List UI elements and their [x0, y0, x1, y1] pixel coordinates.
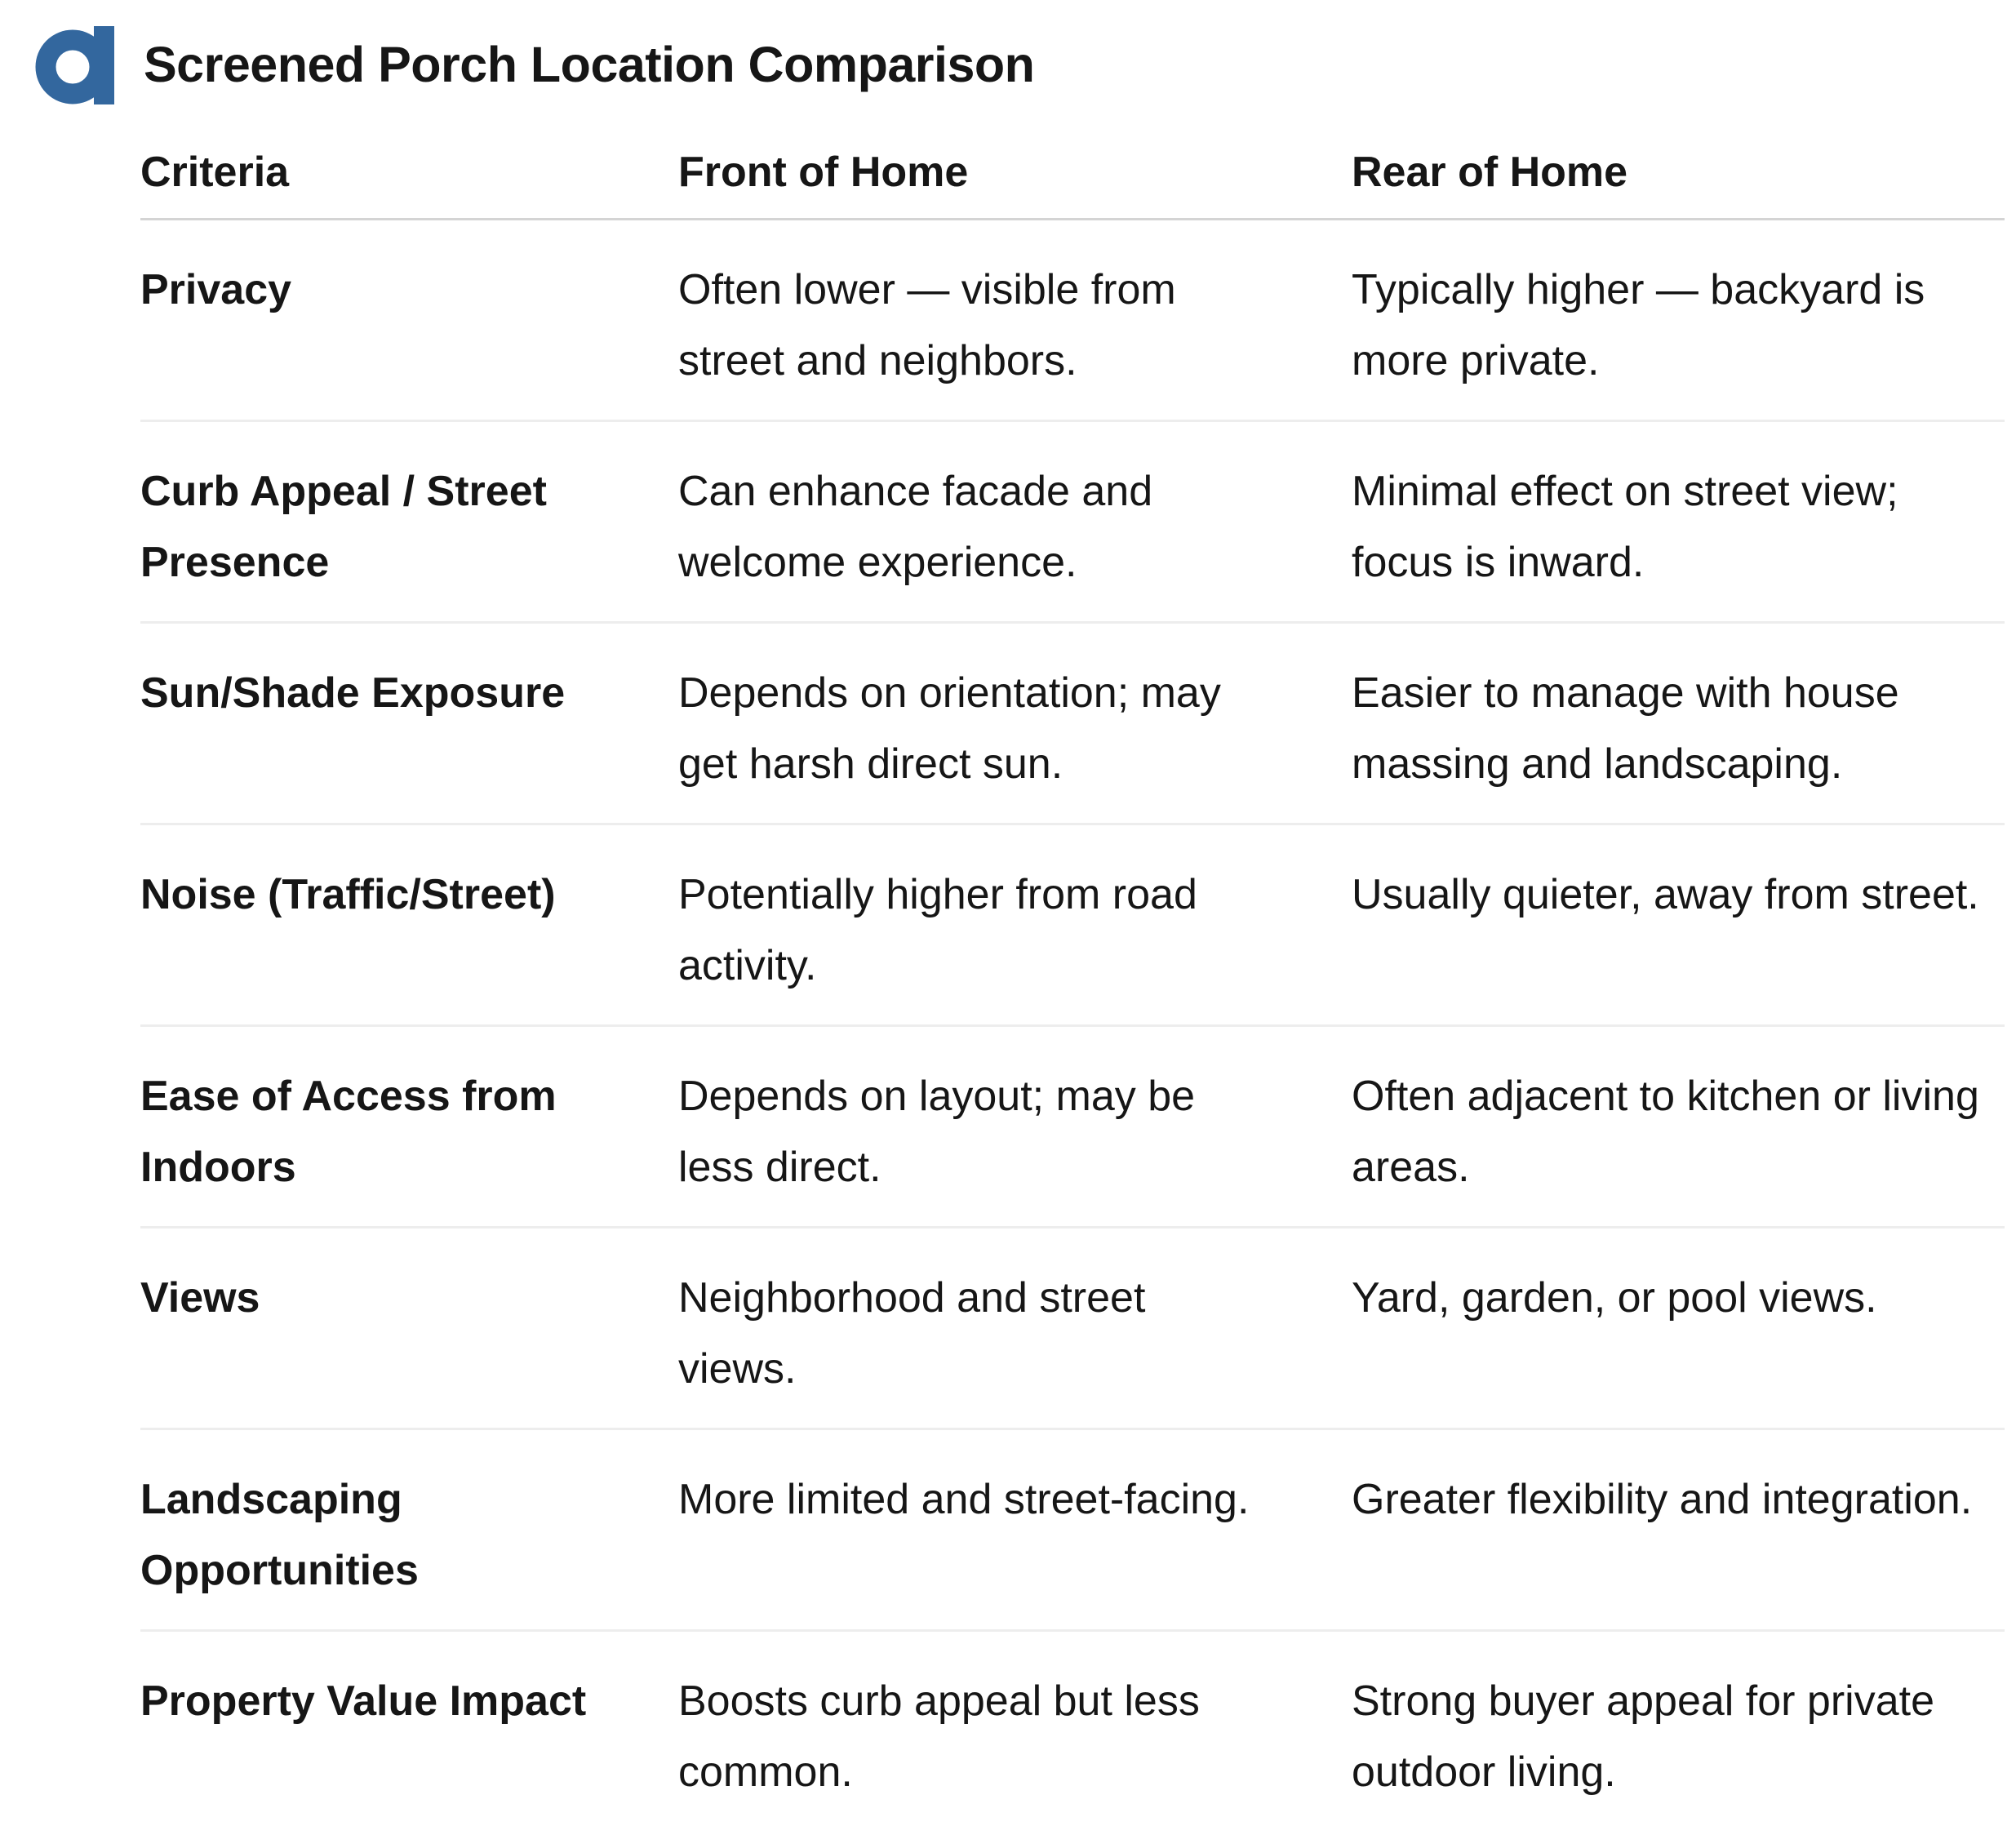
rear-cell: Greater flexibility and integration. — [1352, 1429, 2005, 1631]
criteria-cell: Views — [140, 1228, 678, 1429]
masthead — [0, 0, 2016, 104]
front-cell: More limited and street-facing. — [678, 1429, 1352, 1631]
table-header-row — [140, 127, 2005, 220]
table-row — [140, 220, 2005, 421]
front-cell: Boosts curb appeal but less common. — [678, 1677, 1200, 1796]
front-cell: Can enhance facade and welcome experience. — [678, 421, 1352, 623]
rear-cell: Easier to manage with house massing and landscaping. — [1352, 623, 2005, 824]
criteria-cell: Sun/Shade Exposure — [140, 623, 678, 824]
comparison-table — [140, 127, 2005, 1831]
front-cell: Neighborhood and street views. — [678, 1228, 1352, 1429]
criteria-cell: Ease of Access from Indoors — [140, 1026, 678, 1228]
rear-cell: Often adjacent to kitchen or living areas. — [1352, 1026, 2005, 1228]
criteria-cell: Property Value Impact — [140, 1677, 587, 1725]
criteria-cell: Privacy — [140, 220, 678, 421]
criteria-cell: Curb Appeal / Street Presence — [140, 421, 678, 623]
rear-cell: Typically higher — backyard is more private. — [1352, 220, 2005, 421]
table-row — [140, 1026, 2005, 1228]
table-row — [140, 1429, 2005, 1631]
front-cell: Often lower — visible from street and neighbors. — [678, 220, 1352, 421]
logo-stem — [94, 26, 114, 104]
brand-a-logo-icon — [35, 24, 114, 104]
logo-ring — [46, 40, 100, 94]
page-title: Screened Porch Location Comparison — [144, 37, 1035, 92]
column-header-front-of-home: Front of Home — [678, 127, 1352, 220]
front-cell: Potentially higher from road activity. — [678, 824, 1352, 1026]
table-row — [140, 1228, 2005, 1429]
table-row — [140, 1631, 2005, 1832]
rear-cell: Yard, garden, or pool views. — [1352, 1228, 2005, 1429]
rear-cell: Strong buyer appeal for private outdoor living. — [1352, 1677, 1934, 1796]
rear-cell: Minimal effect on street view; focus is inward. — [1352, 421, 2005, 623]
table-row — [140, 824, 2005, 1026]
front-cell: Depends on orientation; may get harsh direct sun. — [678, 623, 1352, 824]
column-header-rear-of-home: Rear of Home — [1352, 127, 2005, 220]
criteria-cell: Landscaping Opportunities — [140, 1429, 678, 1631]
rear-cell: Usually quieter, away from street. — [1352, 824, 2005, 1026]
column-header-criteria: Criteria — [140, 127, 678, 220]
front-cell: Depends on layout; may be less direct. — [678, 1026, 1352, 1228]
table-row — [140, 421, 2005, 623]
criteria-cell: Noise (Traffic/Street) — [140, 824, 678, 1026]
table-row — [140, 623, 2005, 824]
